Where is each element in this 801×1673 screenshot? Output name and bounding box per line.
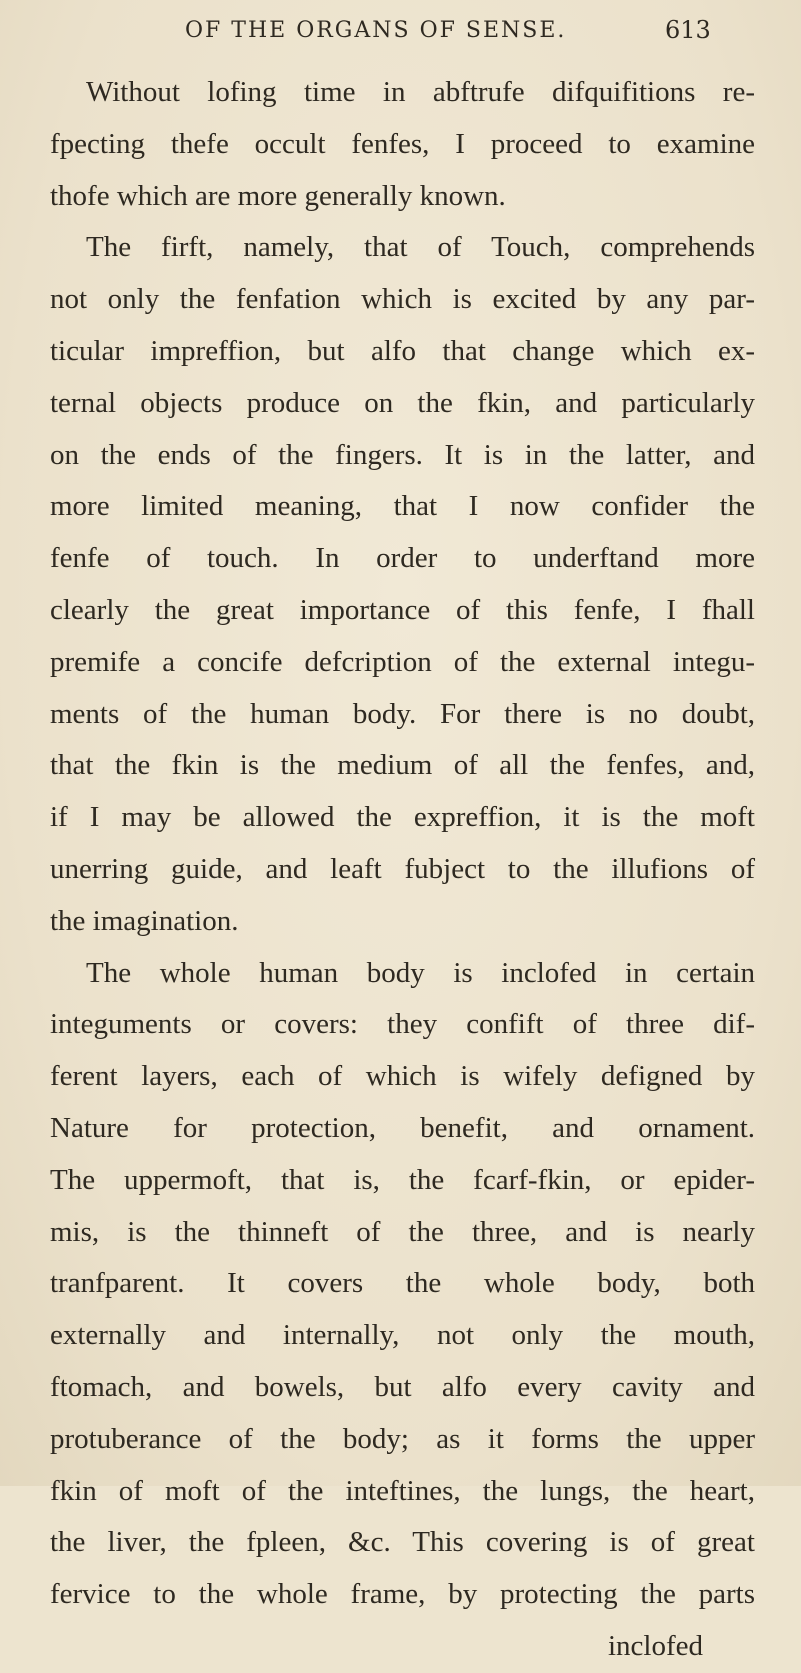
text-line: on the ends of the fingers. It is in the latter, and (50, 438, 755, 471)
text-line: fenfe of touch. In order to underftand more (50, 542, 755, 575)
page-header (0, 10, 801, 50)
text-line: Nature for protection, benefit, and ornament. (50, 1111, 755, 1144)
text-line: ticular impreffion, but alfo that change which ex- (50, 334, 755, 367)
text-line: the liver, the fpleen, &c. This covering is of great (50, 1526, 755, 1559)
running-head: OF THE ORGANS OF SENSE. (185, 18, 567, 43)
text-line: mis, is the thinneft of the three, and is nearly (50, 1215, 755, 1248)
text-line: ments of the human body. For there is no doubt, (50, 697, 755, 730)
text-line: ternal objects produce on the fkin, and particularly (50, 386, 755, 419)
text-line: fkin of moft of the inteftines, the lungs, the heart, (50, 1474, 755, 1507)
text-line: The uppermoft, that is, the fcarf-fkin, or epider- (50, 1163, 755, 1196)
paragraph (50, 67, 755, 222)
catchword: inclofed (607, 1629, 703, 1662)
text-line: not only the fenfation which is excited by any par- (50, 283, 755, 316)
text-line: that the fkin is the medium of all the fenfes, and, (50, 749, 755, 782)
text-line: if I may be allowed the expreffion, it is the moft (50, 801, 755, 834)
text-line: unerring guide, and leaft fubject to the illufions of (50, 852, 755, 885)
paragraph (50, 948, 755, 1621)
paragraph (50, 222, 755, 947)
text-line: ftomach, and bowels, but alfo every cavity and (50, 1370, 755, 1403)
text-line: fpecting thefe occult fenfes, I proceed to examine (50, 127, 755, 160)
text-line: the imagination. (50, 904, 239, 937)
text-line: Without lofing time in abftrufe difquifitions re- (86, 76, 755, 108)
body-text (50, 67, 755, 1673)
text-line: The whole human body is inclofed in certain (86, 956, 755, 989)
text-line: protuberance of the body; as it forms the upper (50, 1422, 755, 1455)
text-line: more limited meaning, that I now confider the (50, 490, 755, 523)
page-number: 613 (665, 16, 711, 44)
text-line: tranfparent. It covers the whole body, both (50, 1267, 755, 1300)
text-line: The firft, namely, that of Touch, comprehends (86, 231, 755, 264)
text-line: ferent layers, each of which is wifely defigned by (50, 1060, 755, 1093)
text-line: thofe which are more generally known. (50, 179, 506, 212)
text-line: integuments or covers: they confift of three dif- (50, 1008, 755, 1041)
text-line: fervice to the whole frame, by protecting the parts (50, 1578, 755, 1611)
text-line: premife a concife defcription of the external integu- (50, 645, 755, 678)
text-line: externally and internally, not only the mouth, (50, 1319, 755, 1352)
text-line: clearly the great importance of this fenfe, I fhall (50, 593, 755, 626)
